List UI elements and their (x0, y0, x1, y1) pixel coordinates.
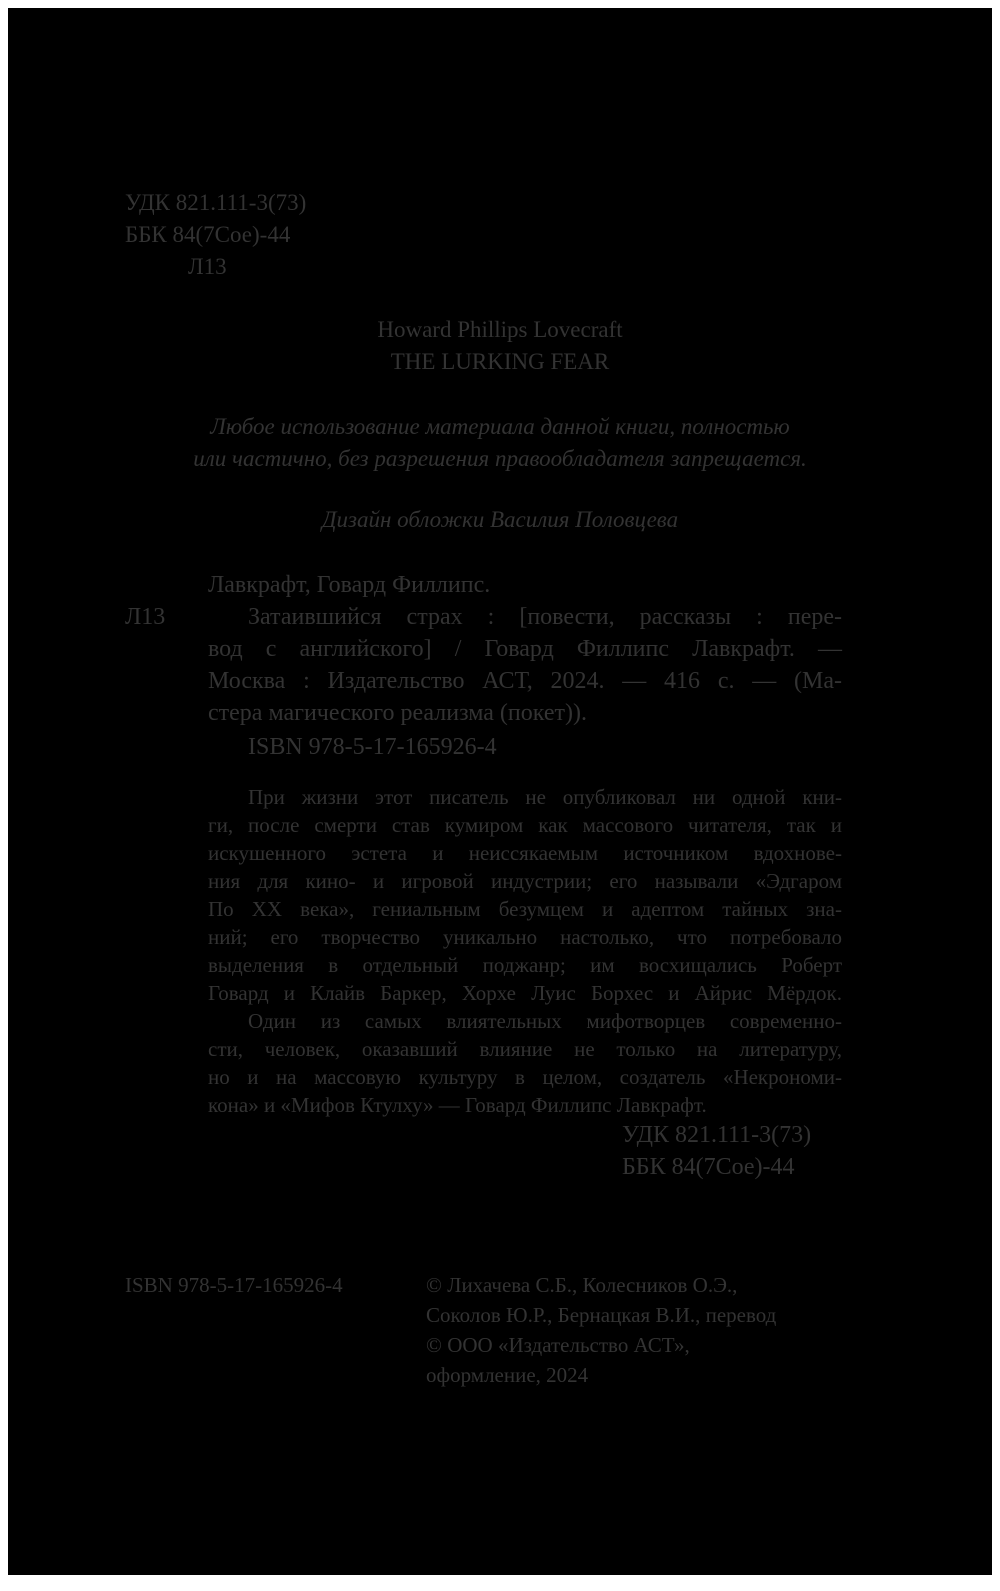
annotation-line: ги, после смерти став кумиром как массового читателя, так и (208, 813, 842, 837)
cover-design-credit: Дизайн обложки Василия Половцева (321, 507, 679, 532)
original-title: THE LURKING FEAR (390, 349, 610, 374)
copyright-line: оформление, 2024 (426, 1363, 589, 1387)
copyright-notice-line: Любое использование материала данной книги, полностью (210, 414, 790, 439)
catalog-line: Затаившийся страх : [повести, рассказы : пере- (248, 604, 842, 630)
annotation-line: По XX века», гениальным безумцем и адептом тайных зна- (208, 897, 842, 921)
udk-code: УДК 821.111-3(73) (125, 190, 307, 215)
catalog-isbn: ISBN 978-5-17-165926-4 (248, 734, 497, 760)
copyright-line: © ООО «Издательство АСТ», (426, 1333, 690, 1357)
catalog-line: вод с английского] / Говард Филлипс Лавкрафт. — (208, 636, 842, 662)
copyright-page (8, 8, 992, 1575)
udk-code-bottom: УДК 821.111-3(73) (622, 1122, 812, 1148)
footer-isbn: ISBN 978-5-17-165926-4 (125, 1273, 343, 1297)
catalog-heading: Лавкрафт, Говард Филлипс. (208, 572, 491, 598)
annotation-line: ния для кино- и игровой индустрии; его называли «Эдгаром (208, 869, 842, 893)
annotation-line: ний; его творчество уникально настолько, что потребовало (208, 925, 842, 949)
annotation-line: кона» и «Мифов Ктулху» — Говард Филлипс Лавкрафт. (208, 1093, 707, 1117)
annotation-line: но и на массовую культуру в целом, создатель «Некрономи- (208, 1065, 842, 1089)
copyright-line: Соколов Ю.Р., Бернацкая В.И., перевод (426, 1303, 777, 1327)
copyright-notice-line: или частично, без разрешения правообладателя запрещается. (193, 446, 807, 471)
bbk-code: ББК 84(7Сое)-44 (125, 222, 291, 247)
bbk-code-bottom: ББК 84(7Сое)-44 (622, 1154, 795, 1180)
annotation-line: искушенного эстета и неиссякаемым источником вдохнове- (208, 841, 842, 865)
annotation-line: Один из самых влиятельных мифотворцев современно- (248, 1009, 842, 1033)
original-author: Howard Phillips Lovecraft (377, 317, 623, 342)
annotation-line: Говард и Клайв Баркер, Хорхе Луис Борхес и Айрис Мёрдок. (208, 981, 842, 1005)
annotation-line: сти, человек, оказавший влияние не только на литературу, (208, 1037, 842, 1061)
catalog-line: стера магического реализма (покет)). (208, 700, 587, 726)
annotation-line: выделения в отдельный поджанр; им восхищались Роберт (208, 953, 842, 977)
author-mark: Л13 (188, 254, 227, 279)
copyright-line: © Лихачева С.Б., Колесников О.Э., (426, 1273, 738, 1297)
annotation-line: При жизни этот писатель не опубликовал ни одной кни- (248, 785, 842, 809)
catalog-mark: Л13 (125, 604, 166, 630)
catalog-line: Москва : Издательство АСТ, 2024. — 416 с. — (Ма- (208, 668, 842, 694)
